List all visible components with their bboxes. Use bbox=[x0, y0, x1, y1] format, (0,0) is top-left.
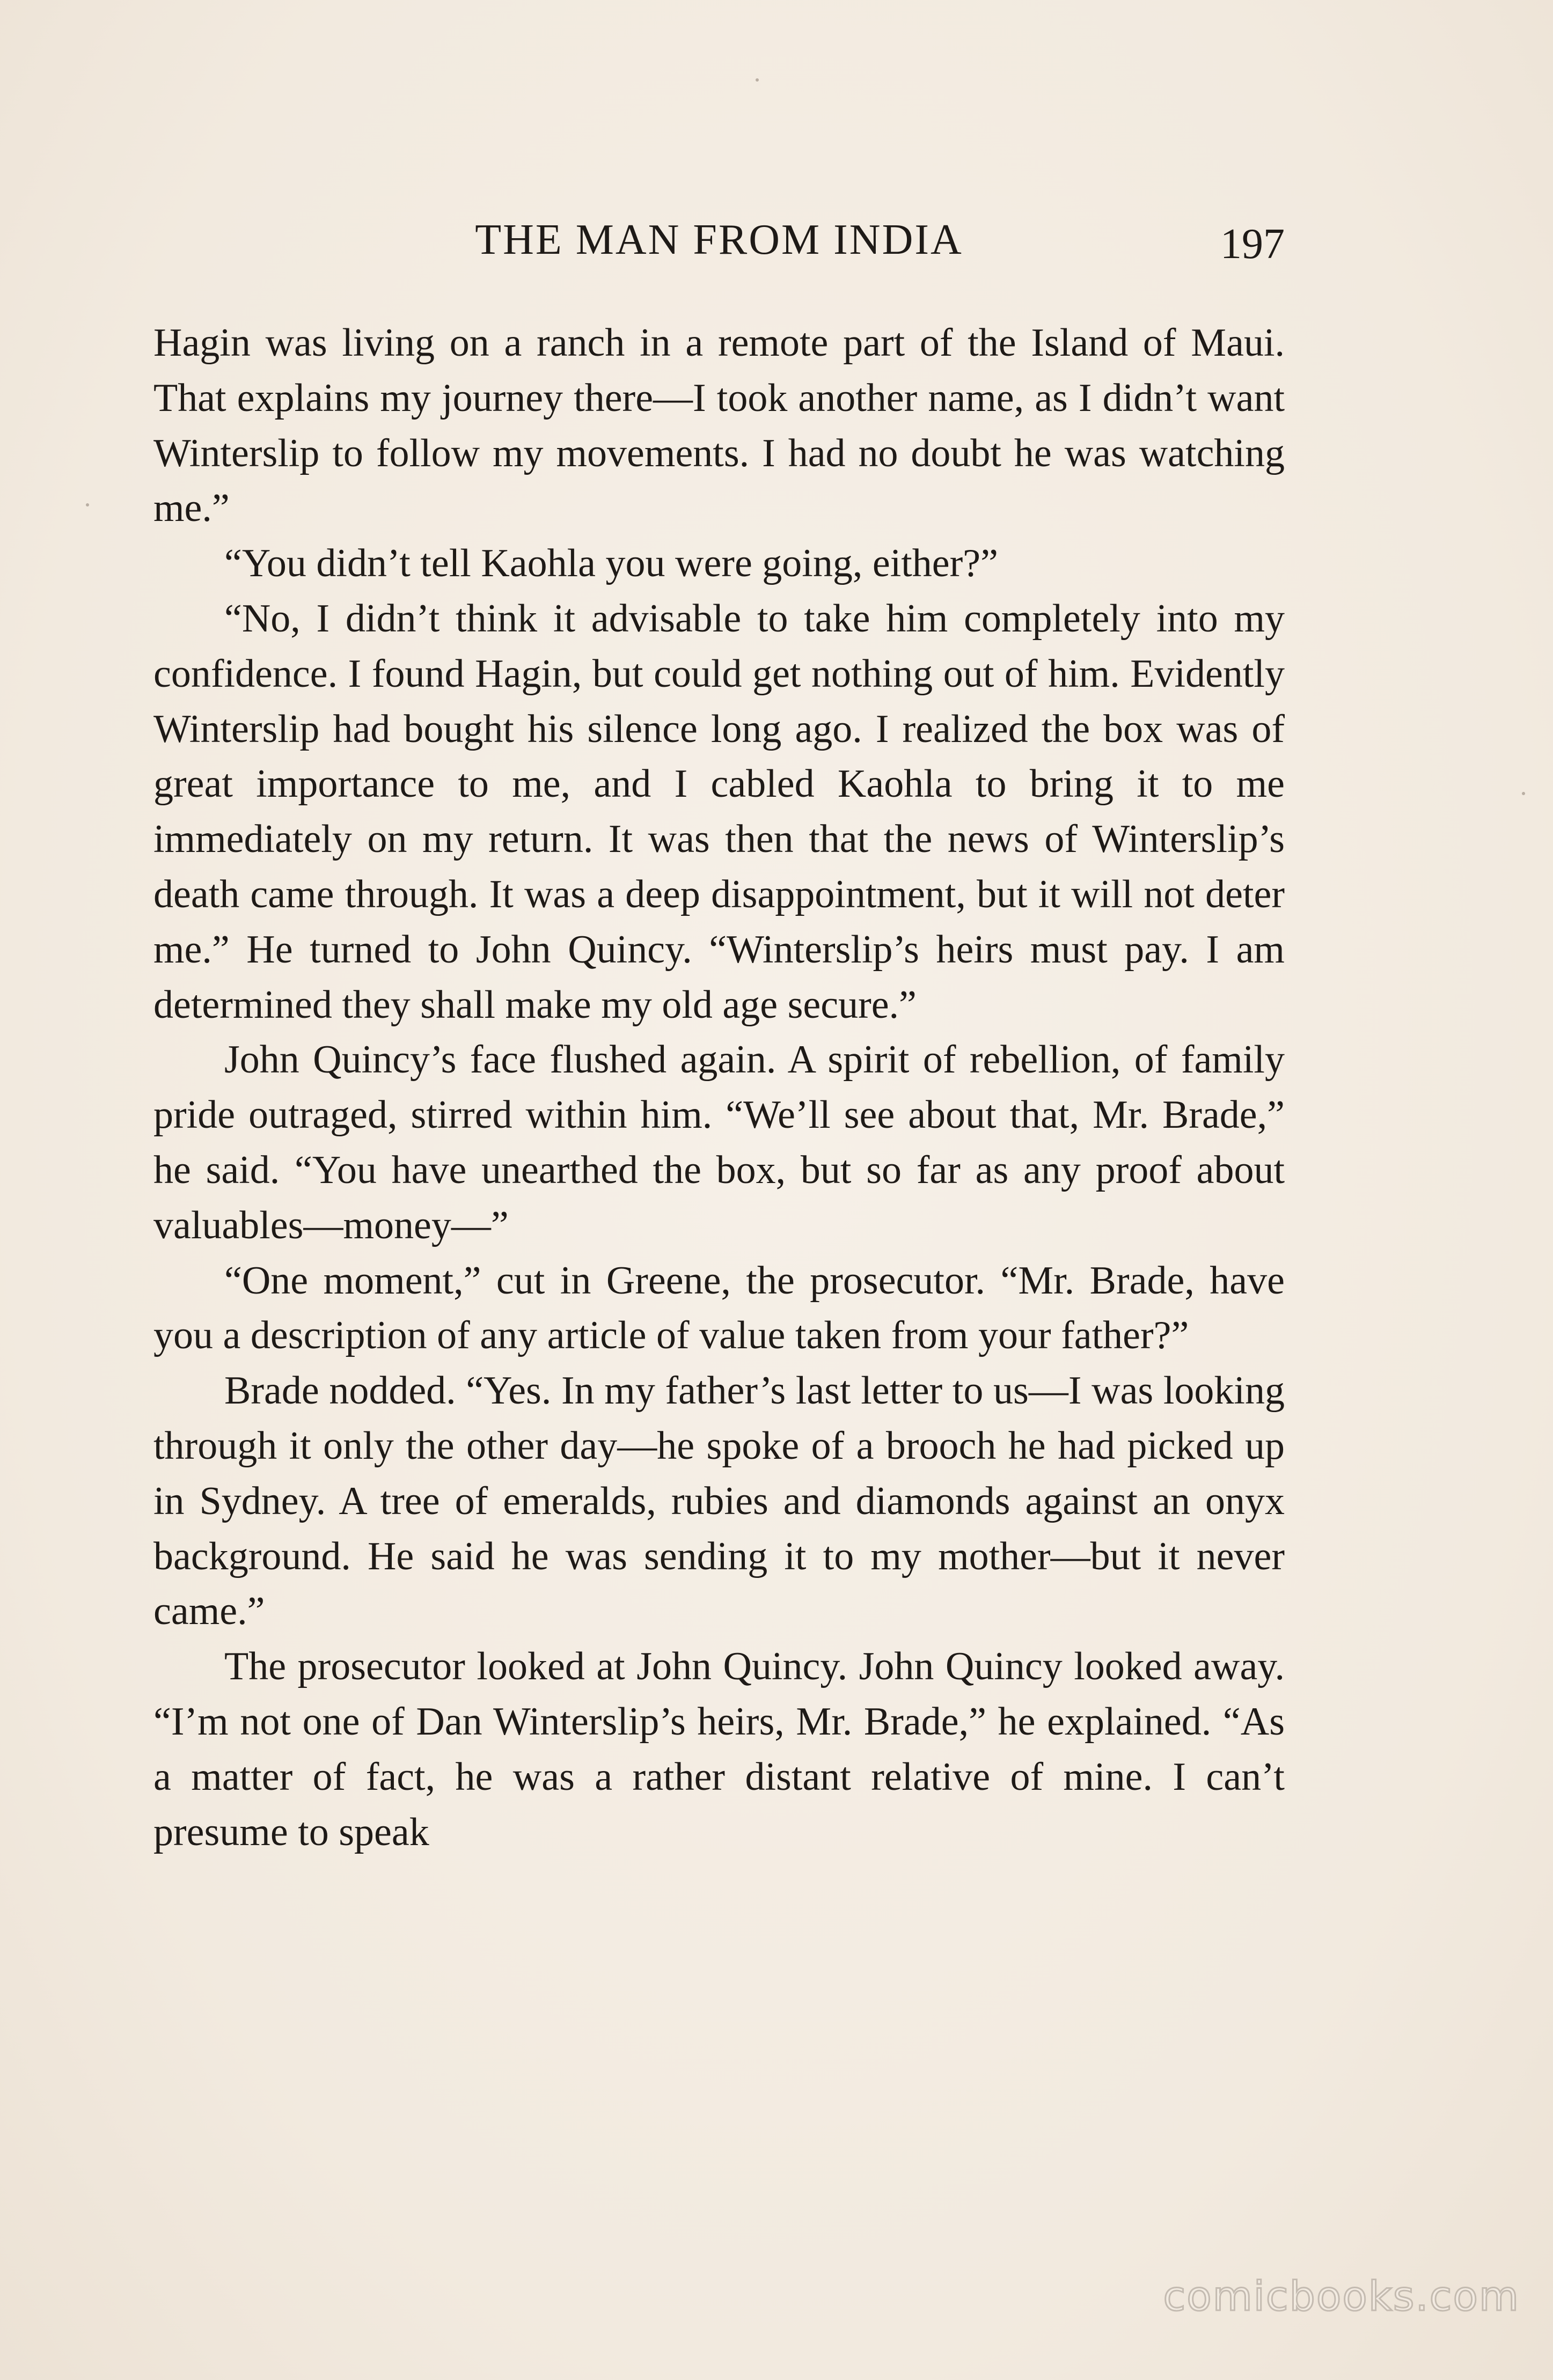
paper-speck bbox=[1522, 792, 1525, 795]
running-title: THE MAN FROM INDIA bbox=[475, 216, 963, 263]
body-text bbox=[153, 315, 1285, 1860]
paper-speck bbox=[86, 503, 89, 506]
paragraph: Hagin was living on a ranch in a remote part of the Island of Maui. That explains my journey there—I took another name, as I didn’t want Winterslip to follow my movements. I had no doubt he was watching me.” bbox=[153, 321, 1285, 531]
paragraph: Brade nodded. “Yes. In my father’s last letter to us—I was looking through it only the other day—he spoke of a brooch he had picked up in Sydney. A tree of emeralds, rubies and diamonds against an onyx background. He said he was sending it to my mother—but it never came.” bbox=[153, 1369, 1285, 1634]
paragraph: “One moment,” cut in Greene, the prosecutor. “Mr. Brade, have you a description of any article of value taken from your father?” bbox=[153, 1258, 1285, 1358]
paragraph: “You didn’t tell Kaohla you were going, either?” bbox=[224, 541, 998, 586]
paper-speck bbox=[756, 78, 759, 82]
paragraph: “No, I didn’t think it advisable to take him completely into my confidence. I found Hagin, but could get nothing out of him. Evidently Winterslip had bought his silence long ago. I realized the box was of great importance to me, and I cabled Kaohla to bring it to me immediately on my return. It was then that the news of Winterslip’s death came through. It was a deep disappointment, but it will not deter me.” He turned to John Quincy. “Winterslip’s heirs must pay. I am determined they shall make my old age secure.” bbox=[153, 596, 1285, 1027]
page-number: 197 bbox=[1220, 221, 1285, 268]
paragraph: The prosecutor looked at John Quincy. John Quincy looked away. “I’m not one of Dan Winterslip’s heirs, Mr. Brade,” he explained. “As a matter of fact, he was a rather distant relative of mine. I can’t presume to speak bbox=[153, 1644, 1285, 1854]
paragraph: John Quincy’s face flushed again. A spirit of rebellion, of family pride outraged, stirred within him. “We’ll see about that, Mr. Brade,” he said. “You have unearthed the box, but so far as any proof about valuables—money—” bbox=[153, 1038, 1285, 1247]
running-head bbox=[153, 210, 1285, 269]
watermark: comicbooks.com bbox=[1163, 2272, 1520, 2320]
